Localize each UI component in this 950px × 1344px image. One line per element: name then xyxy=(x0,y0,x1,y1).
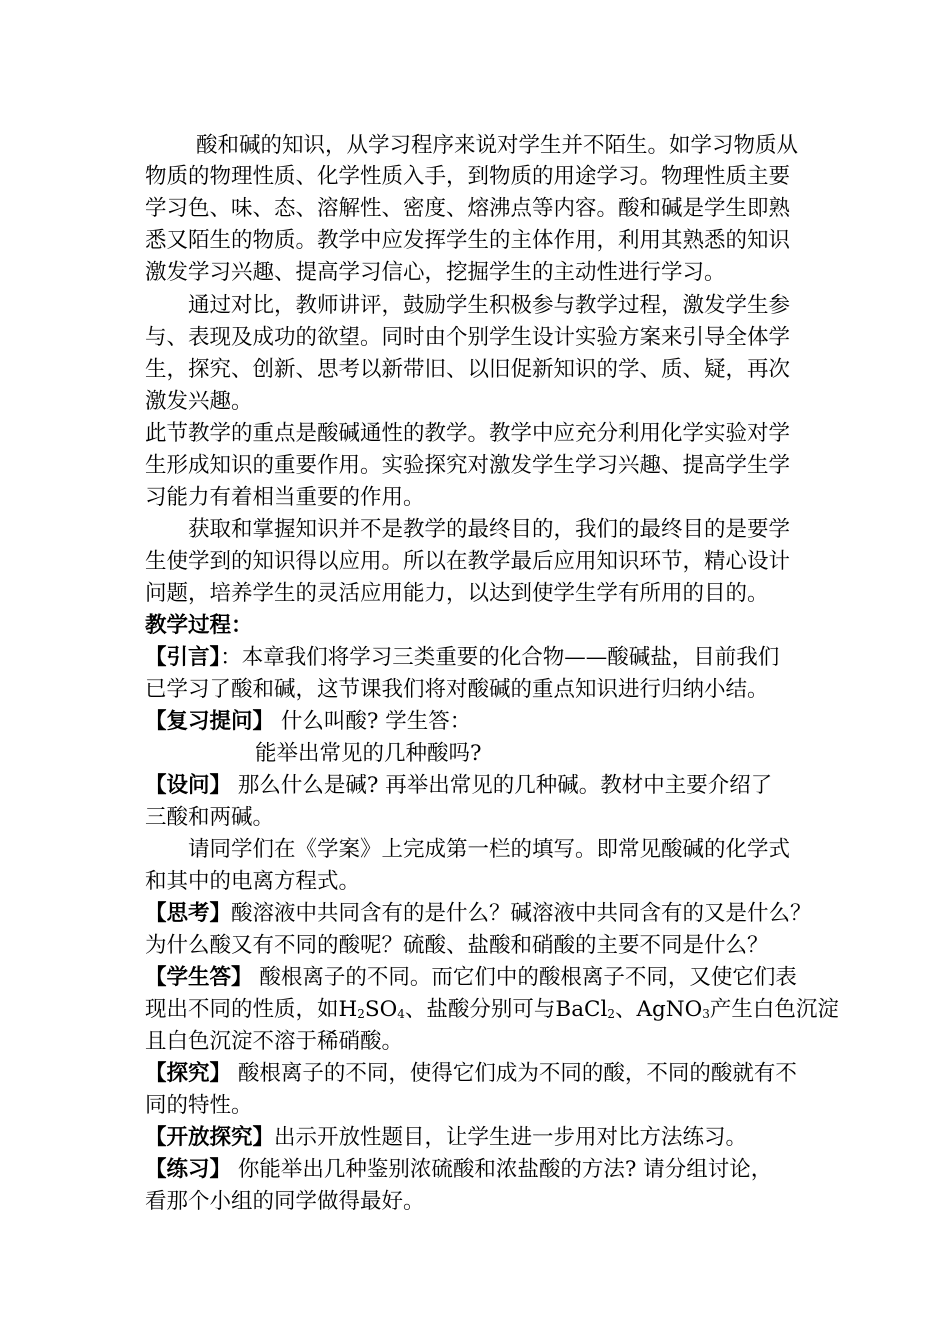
answer-line3: 且白色沉淀不溶于稀硝酸。 xyxy=(145,1029,404,1054)
open-tag: 【开放探究】 xyxy=(145,1125,275,1150)
para3-line1: 此节教学的重点是酸碱通性的教学。教学中应充分利用化学实验对学 xyxy=(145,421,791,446)
practice-tag: 【练习】 xyxy=(145,1157,232,1182)
subscript-4: 4 xyxy=(397,1007,405,1021)
answer-text: 酸根离子的不同。而它们中的酸根离子不同，又使它们表 xyxy=(252,965,797,990)
intro-text: ：本章我们将学习三类重要的化合物——酸碱盐，目前我们 xyxy=(220,645,780,670)
para1-line3: 学习色、味、态、溶解性、密度、熔沸点等内容。酸和碱是学生即熟 xyxy=(145,196,791,221)
review-line2: 能举出常见的几种酸吗? xyxy=(255,741,482,766)
para5-line2: 和其中的电离方程式。 xyxy=(145,869,361,894)
ask-line2: 三酸和两碱。 xyxy=(145,805,275,830)
subscript-3: 3 xyxy=(702,1007,710,1021)
para4-line1: 获取和掌握知识并不是教学的最终目的，我们的最终目的是要学 xyxy=(188,517,791,542)
review-tag: 【复习提问】 xyxy=(145,709,275,734)
ask-text: 那么什么是碱? 再举出常见的几种碱。教材中主要介绍了 xyxy=(231,773,773,798)
answer-line1 xyxy=(145,963,797,993)
subscript-2: 2 xyxy=(357,1007,365,1021)
section-heading: 教学过程： xyxy=(145,613,253,638)
para1-line5: 激发学习兴趣、提高学习信心，挖掘学生的主动性进行学习。 xyxy=(145,260,726,285)
explore-text: 酸根离子的不同，使得它们成为不同的酸，不同的酸就有不 xyxy=(231,1061,797,1086)
para4-line2: 生使学到的知识得以应用。所以在教学最后应用知识环节，精心设计 xyxy=(145,549,791,574)
para2-line4: 激发兴趣。 xyxy=(145,389,253,414)
practice-text: 你能举出几种鉴别浓硫酸和浓盐酸的方法? 请分组讨论， xyxy=(231,1157,773,1182)
think-text: 酸溶液中共同含有的是什么？碱溶液中共同含有的又是什么？ xyxy=(231,901,812,926)
answer-tag: 【学生答】 xyxy=(145,965,253,990)
para2-line3: 生，探究、创新、思考以新带旧、以旧促新知识的学、质、疑，再次 xyxy=(145,357,791,382)
answer-text-c: 、盐酸分别可与BaCl xyxy=(404,997,608,1022)
ask-line1 xyxy=(145,771,772,801)
think-tag: 【思考】 xyxy=(145,901,232,926)
think-line1 xyxy=(145,899,812,929)
para3-line2: 生形成知识的重要作用。实验探究对激发学生学习兴趣、提高学生学 xyxy=(145,453,791,478)
para2-line1: 通过对比，教师讲评，鼓励学生积极参与教学过程，激发学生参 xyxy=(188,293,791,318)
explore-line2: 同的特性。 xyxy=(145,1093,253,1118)
intro-tag: 【引言】 xyxy=(145,645,221,670)
answer-line2 xyxy=(145,995,839,1029)
open-line1 xyxy=(145,1123,747,1153)
think-line2: 为什么酸又有不同的酸呢？硫酸、盐酸和硝酸的主要不同是什么？ xyxy=(145,933,769,958)
answer-text-d: 、AgNO xyxy=(615,997,703,1022)
ask-tag: 【设问】 xyxy=(145,773,232,798)
answer-text-a: 现出不同的性质，如H xyxy=(145,997,358,1022)
para5-line1: 请同学们在《学案》上完成第一栏的填写。即常见酸碱的化学式 xyxy=(188,837,791,862)
answer-text-b: SO xyxy=(364,997,398,1022)
para1-line1: 酸和碱的知识，从学习程序来说对学生并不陌生。如学习物质从 xyxy=(196,133,799,158)
explore-line1 xyxy=(145,1059,797,1089)
explore-tag: 【探究】 xyxy=(145,1061,232,1086)
para2-line2: 与、表现及成功的欲望。同时由个别学生设计实验方案来引导全体学 xyxy=(145,325,791,350)
para1-line4: 悉又陌生的物质。教学中应发挥学生的主体作用，利用其熟悉的知识 xyxy=(145,228,791,253)
para3-line3: 习能力有着相当重要的作用。 xyxy=(145,485,425,510)
para1-line2: 物质的物理性质、化学性质入手，到物质的用途学习。物理性质主要 xyxy=(145,164,791,189)
answer-text-e: 产生白色沉淀 xyxy=(709,997,839,1022)
review-line1 xyxy=(145,707,471,737)
open-text: 出示开放性题目，让学生进一步用对比方法练习。 xyxy=(274,1125,748,1150)
intro-line1 xyxy=(145,643,779,673)
practice-line1 xyxy=(145,1155,772,1185)
practice-line2: 看那个小组的同学做得最好。 xyxy=(145,1189,425,1214)
review-text: 什么叫酸? 学生答： xyxy=(274,709,472,734)
para4-line3: 问题，培养学生的灵活应用能力，以达到使学生学有所用的目的。 xyxy=(145,581,769,606)
subscript-2b: 2 xyxy=(607,1007,615,1021)
intro-line2: 已学习了酸和碱，这节课我们将对酸碱的重点知识进行归纳小结。 xyxy=(145,677,769,702)
